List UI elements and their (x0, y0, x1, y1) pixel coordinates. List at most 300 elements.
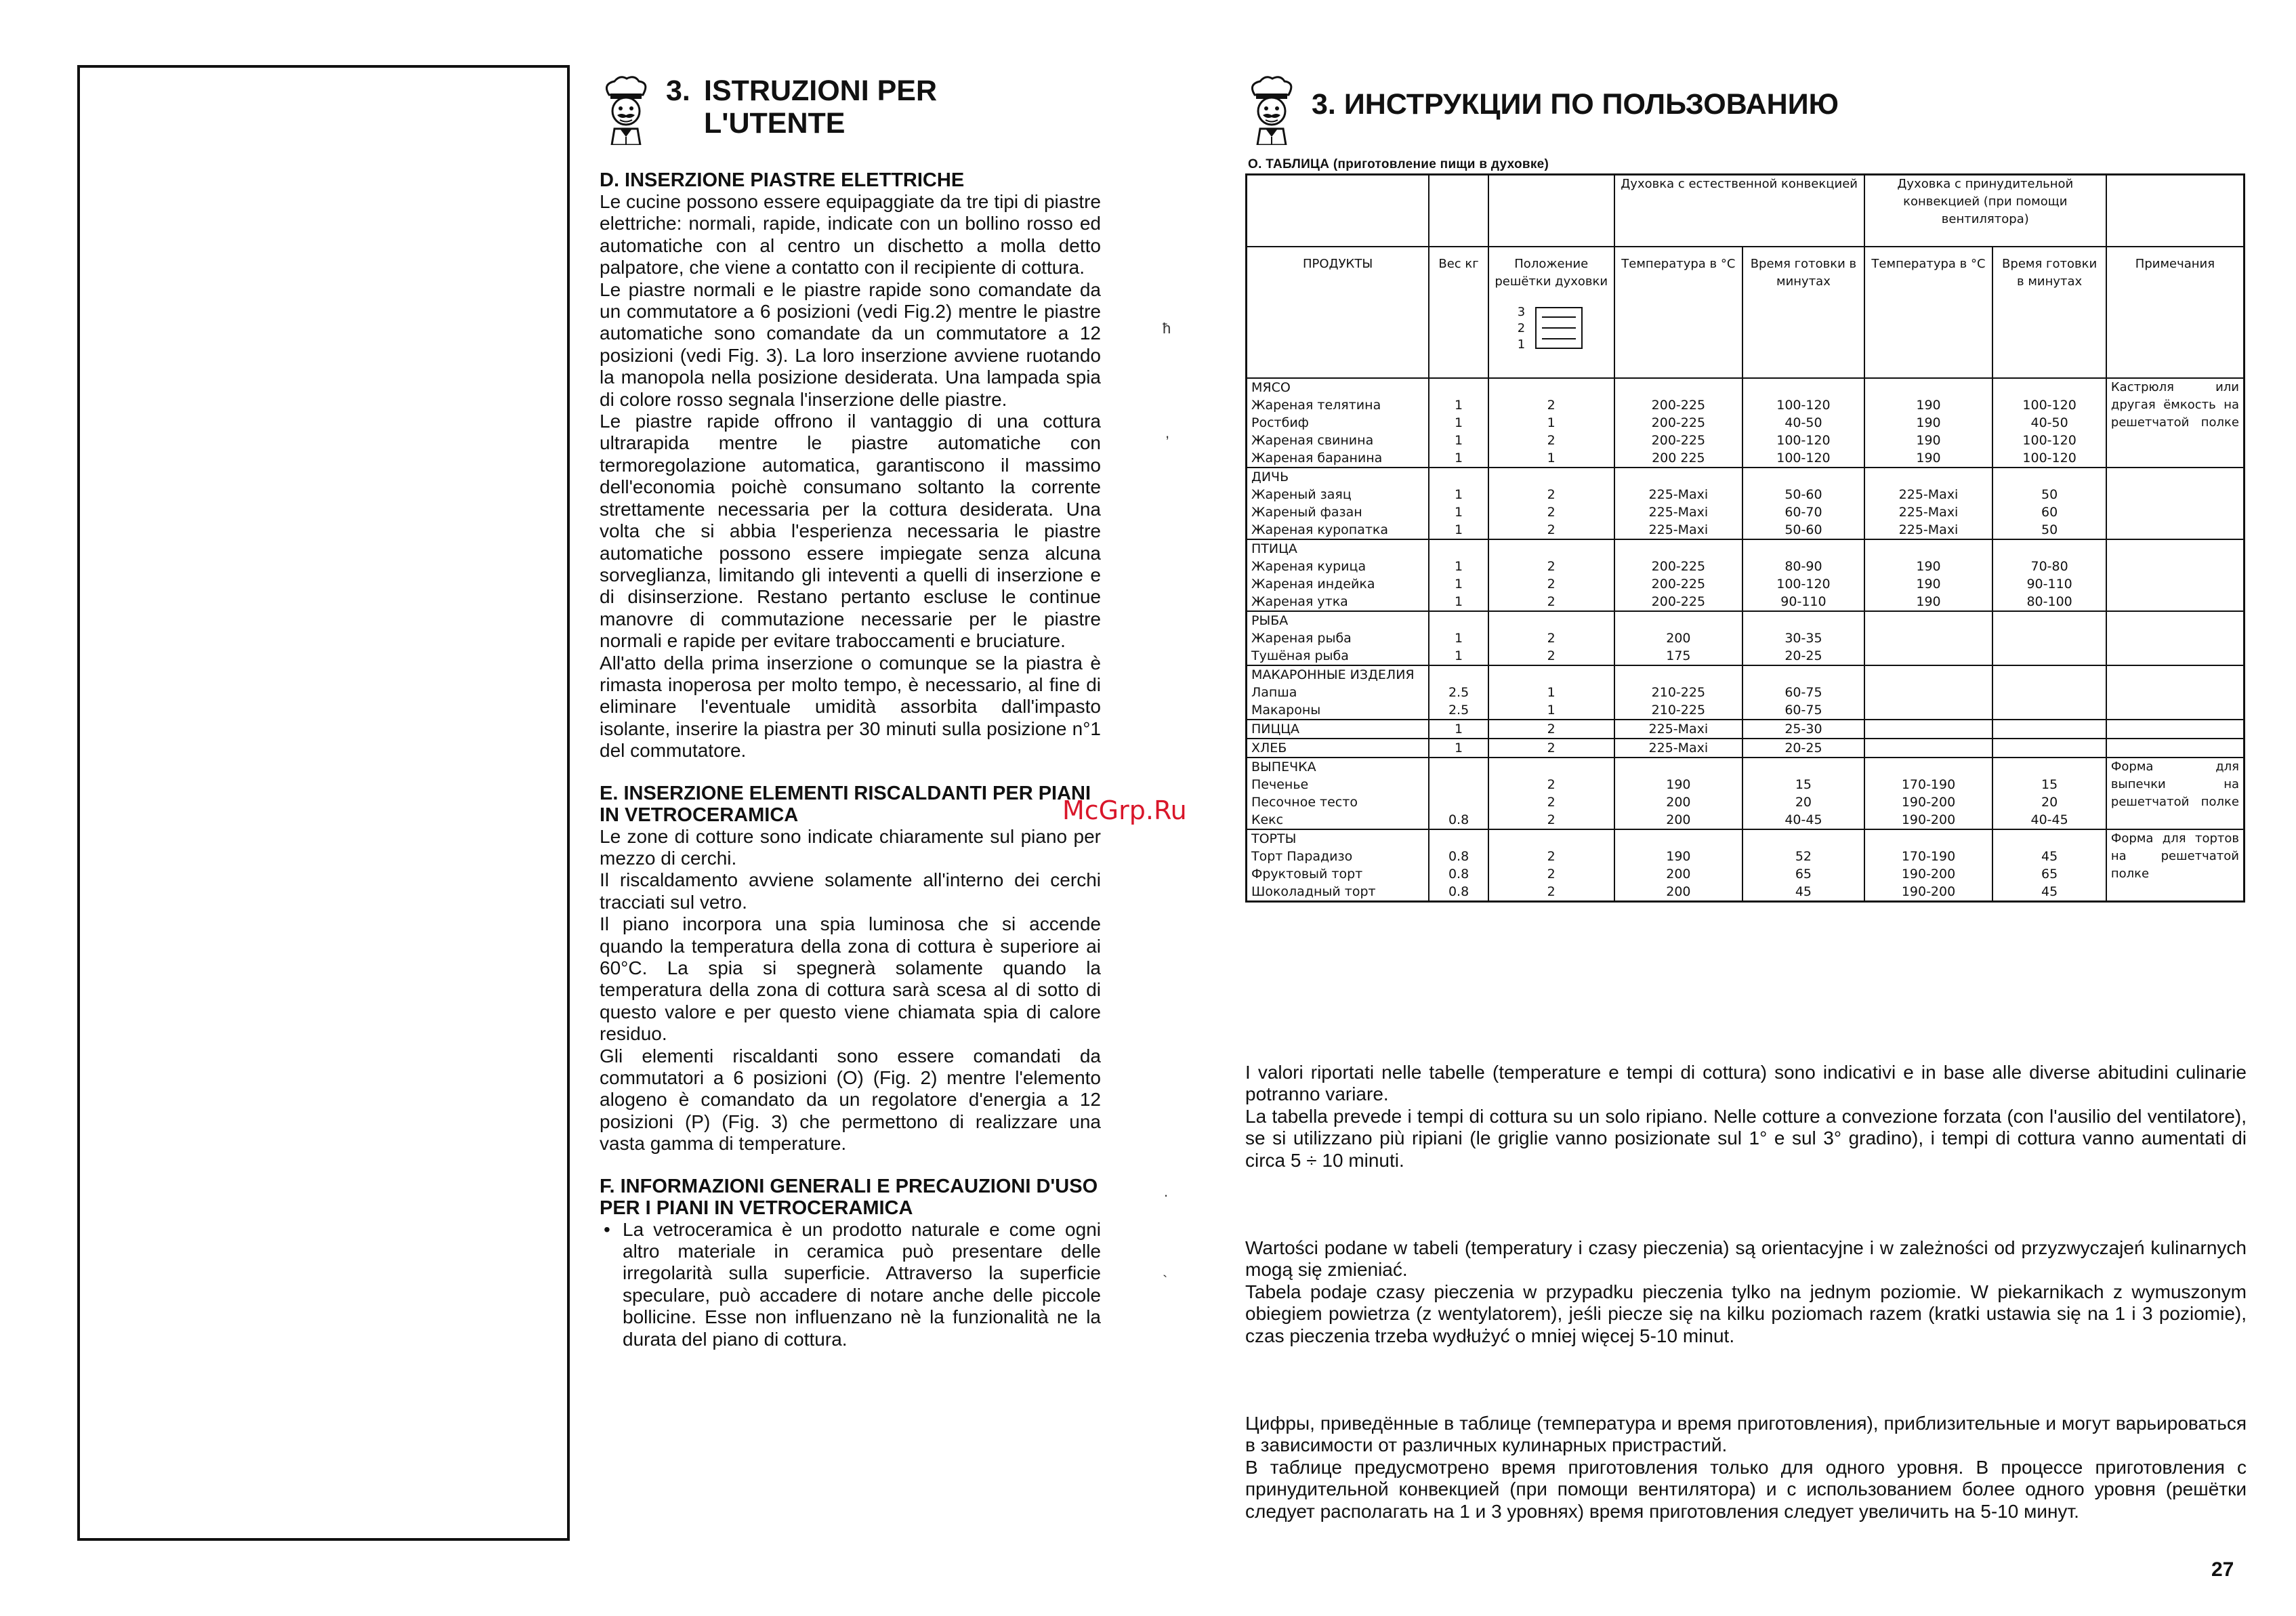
table-cell-time-forced: 40-45 (1992, 811, 2106, 829)
paragraph: Le piastre rapide offrono il vantaggio di una cottura ultrarapida mentre le piastre automatiche con termoregolazione automatica, garantiscono il massimo dell'economia poichè consumano soltanto la corrente strettamente necessaria per la cottura desiderata. Una volta che si abbia l'esperienza necessaria le piastre automatiche possono essere impiegate senza alcuna sorveglianza, limitando gli inteventi a quelli di inserzione e di disinserzione. Restano pertanto escluse le continue manovre di commutazione necessarie per le piastre normali e rapide per evitare traboccamenti e bruciature. (600, 411, 1101, 652)
table-cell-weight: 2.5 (1429, 684, 1488, 701)
table-cell-shelf: 2 (1488, 558, 1614, 575)
section-e-title: E. INSERZIONE ELEMENTI RISCALDANTI PER PIANI IN VETROCERAMICA (600, 782, 1091, 826)
table-cell-empty (1864, 611, 1993, 629)
table-row (1247, 521, 2245, 539)
table-cell-product: Жареная утка (1247, 593, 1429, 611)
table-cell-temp-nat: 190 (1614, 848, 1743, 865)
table-cell-empty (1992, 829, 2106, 848)
table-cell-empty (1992, 665, 2106, 684)
table-cell-product: Жареная рыба (1247, 629, 1429, 647)
table-cell-temp-nat: 200 (1614, 629, 1743, 647)
table-cell-temp-nat: 175 (1614, 647, 1743, 665)
table-cell-shelf: 2 (1488, 486, 1614, 503)
table-cell-temp-nat: 200-225 (1614, 558, 1743, 575)
table-row (1247, 558, 2245, 575)
table-cell-temp-nat: 200 (1614, 883, 1743, 902)
table-cell-weight: 1 (1429, 521, 1488, 539)
table-cell-time-nat: 15 (1742, 776, 1864, 793)
table-cell-note (2106, 468, 2245, 539)
table-cell-product: Песочное тесто (1247, 793, 1429, 811)
table-cell-empty (1488, 539, 1614, 558)
page-number: 27 (2211, 1558, 2234, 1581)
table-cell-shelf: 2 (1488, 720, 1614, 739)
table-cell-time-forced (1992, 701, 2106, 720)
col-header-weight: Вес кг (1429, 247, 1488, 378)
table-group (1247, 829, 2245, 902)
table-cell-temp-forced: 190 (1864, 432, 1993, 449)
table-cell-temp-forced: 190 (1864, 396, 1993, 414)
table-cell-weight: 1 (1429, 414, 1488, 432)
col-header-time-natural: Время готовки в минутах (1742, 247, 1864, 378)
table-group (1247, 611, 2245, 665)
table-cell-empty (1429, 665, 1488, 684)
table-cell-time-nat: 100-120 (1742, 575, 1864, 593)
table-row (1247, 486, 2245, 503)
table-cell-weight: 1 (1429, 593, 1488, 611)
table-cell-product: Торт Парадизо (1247, 848, 1429, 865)
table-cell-shelf: 2 (1488, 647, 1614, 665)
table-group-title: МАКАРОННЫЕ ИЗДЕЛИЯ (1247, 665, 1429, 684)
header-natural-convection: Духовка с естественной конвекцией (1614, 175, 1864, 247)
oven-shelf-icon: 3 2 1 (1518, 304, 1585, 353)
table-group (1247, 720, 2245, 739)
table-cell-time-nat: 45 (1742, 883, 1864, 902)
table-cell-time-nat: 50-60 (1742, 486, 1864, 503)
paragraph: All'atto della prima inserzione o comunque se la piastra è rimasta inoperosa per molto tempo, è necessario, al fine di eliminare l'eventuale umidità assorbita dall'impasto isolante, inserire la piastra per 30 minuti sulla posizione n°1 del commutatore. (600, 652, 1101, 762)
table-row (1247, 449, 2245, 468)
col-header-products: ПРОДУКТЫ (1247, 247, 1429, 378)
table-caption: O. ТАБЛИЦА (приготовление пищи в духовке) (1248, 157, 1549, 171)
col-header-time-forced: Время готовки в минутах (1992, 247, 2106, 378)
table-group (1247, 665, 2245, 720)
table-cell-empty (1488, 829, 1614, 848)
table-cell-shelf: 2 (1488, 848, 1614, 865)
table-cell-product: Тушёная рыба (1247, 647, 1429, 665)
table-cell-temp-forced: 190-200 (1864, 865, 1993, 883)
table-cell-weight: 0.8 (1429, 865, 1488, 883)
table-cell-empty (1614, 539, 1743, 558)
table-cell-empty (1864, 468, 1993, 486)
table-cell-weight: 1 (1429, 449, 1488, 468)
table-group-title: ВЫПЕЧКА (1247, 758, 1429, 776)
table-cell-weight: 1 (1429, 432, 1488, 449)
table-cell-time-nat: 50-60 (1742, 521, 1864, 539)
table-cell-weight: 1 (1429, 575, 1488, 593)
table-row (1247, 793, 2245, 811)
table-cell-weight: 1 (1429, 396, 1488, 414)
paragraph: Le piastre normali e le piastre rapide sono comandate da un commutatore a 6 posizioni (vedi Fig.2) mentre le piastre automatiche sono comandate da un commutatore a 12 posizioni (vedi Fig. 3). La loro inserzione avviene ruotando la manopola nella posizione desiderata. Una lampada spia di colore rosso segnala l'inserzione delle piastre. (600, 278, 1101, 410)
table-cell-temp-forced: 190 (1864, 575, 1993, 593)
notes-polish (1245, 1237, 2247, 1347)
table-cell-temp-forced: 225-Maxi (1864, 503, 1993, 521)
table-cell-weight (1429, 776, 1488, 793)
table-cell-time-nat: 40-50 (1742, 414, 1864, 432)
table-cell-time-forced: 80-100 (1992, 593, 2106, 611)
table-cell-shelf: 2 (1488, 865, 1614, 883)
table-cell-product: Жареная свинина (1247, 432, 1429, 449)
table-cell-temp-forced (1864, 720, 1993, 739)
table-cell-time-nat: 20-25 (1742, 739, 1864, 758)
table-cell-shelf: 1 (1488, 684, 1614, 701)
table-cell-shelf: 2 (1488, 739, 1614, 758)
table-cell-temp-nat: 200-225 (1614, 396, 1743, 414)
table-cell-product: Жареная индейка (1247, 575, 1429, 593)
paragraph: Le cucine possono essere equipaggiate da tre tipi di piastre elettriche: normali, rapide, indicate con un bollino rosso ed automatiche con al centro un dischetto a molla detto palpatore, che viene a contatto con il recipiente di cottura. (600, 191, 1101, 278)
table-cell-weight: 1 (1429, 720, 1488, 739)
chef-icon (600, 75, 651, 145)
table-cell-temp-forced: 190-200 (1864, 793, 1993, 811)
table-cell-temp-nat: 200-225 (1614, 593, 1743, 611)
table-cell-product: Шоколадный торт (1247, 883, 1429, 902)
table-cell-temp-nat: 200-225 (1614, 432, 1743, 449)
header-blank (1429, 175, 1488, 247)
table-group-header-row (1247, 829, 2245, 848)
table-cell-empty (1488, 611, 1614, 629)
table-cell-temp-forced: 190 (1864, 558, 1993, 575)
table-cell-product: Макароны (1247, 701, 1429, 720)
header-forced-convection: Духовка с принудительной конвекцией (при помощи вентилятора) (1864, 175, 2106, 247)
table-cell-time-forced: 45 (1992, 883, 2106, 902)
paragraph: Le zone di cotture sono indicate chiaramente sul piano per mezzo di cerchi. (600, 825, 1101, 869)
table-cell-temp-forced: 190-200 (1864, 811, 1993, 829)
table-cell-temp-forced (1864, 739, 1993, 758)
table-cell-empty (1742, 468, 1864, 486)
table-cell-note: Кастрюля или другая ёмкость на решетчатой полке (2106, 378, 2245, 468)
table-cell-time-nat: 25-30 (1742, 720, 1864, 739)
table-cell-time-nat: 100-120 (1742, 432, 1864, 449)
table-cell-note (2106, 539, 2245, 611)
empty-frame (77, 65, 570, 1541)
table-cell-time-forced: 90-110 (1992, 575, 2106, 593)
table-cell-shelf: 1 (1488, 414, 1614, 432)
table-cell-empty (1992, 611, 2106, 629)
table-cell-time-nat: 100-120 (1742, 449, 1864, 468)
paragraph: I valori riportati nelle tabelle (temperature e tempi di cottura) sono indicativi e in base alle diverse abitudini culinarie potranno variare. (1245, 1062, 2247, 1105)
table-row (1247, 811, 2245, 829)
table-group-title: РЫБА (1247, 611, 1429, 629)
table-cell-time-nat: 90-110 (1742, 593, 1864, 611)
russian-page-title: 3. ИНСТРУКЦИИ ПО ПОЛЬЗОВАНИЮ (1312, 88, 1839, 121)
section-d-body (600, 191, 1101, 762)
table-group-header-row (1247, 665, 2245, 684)
paragraph: La tabella prevede i tempi di cottura su un solo ripiano. Nelle cotture a convezione forzata (con l'ausilio del ventilatore), se si utilizzano più ripiani (le griglie vanno posizionate sul 1° e sul 3° gradino), i tempi di cottura vanno aumentati di circa 5 ÷ 10 minuti. (1245, 1105, 2247, 1171)
paragraph: Gli elementi riscaldanti sono essere comandati da commutatori a 6 posizioni (O) (Fig. 2) mentre l'elemento alogeno è comandato da un regolatore d'energia a 12 posizioni (P) (Fig. 3) che permettono di realizzare una vasta gamma di temperature. (600, 1045, 1101, 1155)
table-cell-temp-forced: 225-Maxi (1864, 521, 1993, 539)
table-cell-time-nat: 100-120 (1742, 396, 1864, 414)
table-group-title: ТОРТЫ (1247, 829, 1429, 848)
table-cell-weight: 0.8 (1429, 811, 1488, 829)
table-cell-time-nat: 60-75 (1742, 684, 1864, 701)
table-cell-time-forced: 45 (1992, 848, 2106, 865)
table-cell-time-forced: 20 (1992, 793, 2106, 811)
table-row (1247, 776, 2245, 793)
table-group-title: ПТИЦА (1247, 539, 1429, 558)
table-cell-shelf: 2 (1488, 432, 1614, 449)
table-cell-temp-forced (1864, 684, 1993, 701)
table-cell-temp-nat: 225-Maxi (1614, 521, 1743, 539)
table-cell-empty (1429, 758, 1488, 776)
table-cell-weight: 1 (1429, 486, 1488, 503)
table-cell-empty (1742, 829, 1864, 848)
table-cell-time-forced (1992, 739, 2106, 758)
table-cell-time-forced (1992, 720, 2106, 739)
table-cell-product: ПИЦЦА (1247, 720, 1429, 739)
table-cell-temp-nat: 225-Maxi (1614, 720, 1743, 739)
table-cell-empty (1742, 665, 1864, 684)
table-cell-time-forced: 15 (1992, 776, 2106, 793)
table-group-header-row (1247, 758, 2245, 776)
table-cell-temp-nat: 200-225 (1614, 414, 1743, 432)
table-group (1247, 539, 2245, 611)
table-row (1247, 432, 2245, 449)
scan-mark: ` (1163, 1272, 1168, 1289)
table-cell-shelf: 2 (1488, 883, 1614, 902)
table-cell-empty (1488, 378, 1614, 396)
paragraph: Wartości podane w tabeli (temperatury i czasy pieczenia) są orientacyjne i w zależności od przyzwyczajeń kulinarnych mogą się zmieniać. (1245, 1237, 2247, 1281)
table-cell-weight: 2.5 (1429, 701, 1488, 720)
table-cell-time-nat: 30-35 (1742, 629, 1864, 647)
header-blank (1488, 175, 1614, 247)
scan-mark: , (1165, 424, 1170, 441)
table-row (1247, 865, 2245, 883)
table-cell-time-forced: 100-120 (1992, 449, 2106, 468)
paragraph: Tabela podaje czasy pieczenia w przypadku pieczenia tylko na jednym poziomie. W piekarnikach z wymuszonym obiegiem powietrza (z wentylatorem), jeśli piecze się na kilku poziomach razem (kratki ustawia się na 1 i 3 poziomie), czas pieczenia trzeba wydłużyć o mniej więcej 5-10 minut. (1245, 1281, 2247, 1346)
table-row (1247, 701, 2245, 720)
table-cell-time-forced (1992, 647, 2106, 665)
table-group-header-row (1247, 378, 2245, 396)
table-cell-time-forced: 40-50 (1992, 414, 2106, 432)
table-cell-weight: 1 (1429, 558, 1488, 575)
table-cell-weight: 1 (1429, 629, 1488, 647)
table-row (1247, 720, 2245, 739)
table-cell-product: Лапша (1247, 684, 1429, 701)
table-cell-empty (1614, 378, 1743, 396)
col-header-shelf: Положение решётки духовки 3 2 1 (1488, 247, 1614, 378)
table-cell-time-forced (1992, 629, 2106, 647)
italian-page-title: 3. ISTRUZIONI PER L'UTENTE (666, 75, 938, 140)
russian-header (1245, 75, 2255, 145)
italian-column (600, 75, 1101, 1350)
col-header-temp-natural: Температура в °C (1614, 247, 1743, 378)
table-cell-empty (1864, 378, 1993, 396)
table-cell-empty (1992, 758, 2106, 776)
table-cell-empty (1992, 378, 2106, 396)
table-cell-product: Кекс (1247, 811, 1429, 829)
table-row (1247, 396, 2245, 414)
table-row (1247, 593, 2245, 611)
paragraph: Il riscaldamento avviene solamente all'interno dei cerchi tracciati sul vetro. (600, 869, 1101, 913)
table-cell-empty (1864, 829, 1993, 848)
italian-header (600, 75, 1101, 145)
table-cell-product: Жареный заяц (1247, 486, 1429, 503)
table-cell-empty (1742, 378, 1864, 396)
table-cell-temp-nat: 210-225 (1614, 684, 1743, 701)
table-cell-weight: 1 (1429, 503, 1488, 521)
table-group-title: МЯСО (1247, 378, 1429, 396)
table-cell-time-forced (1992, 684, 2106, 701)
table-cell-empty (1429, 468, 1488, 486)
table-cell-empty (1864, 539, 1993, 558)
table-group (1247, 378, 2245, 468)
table-cell-empty (1614, 611, 1743, 629)
table-cell-temp-forced: 170-190 (1864, 776, 1993, 793)
table-group (1247, 758, 2245, 829)
table-cell-empty (1429, 539, 1488, 558)
table-cell-product: ХЛЕБ (1247, 739, 1429, 758)
table-cell-shelf: 2 (1488, 503, 1614, 521)
table-row (1247, 647, 2245, 665)
paragraph: Il piano incorpora una spia luminosa che si accende quando la temperatura della zona di cottura è superiore ai 60°C. La spia si spegnerà solamente quando la temperatura della zona di cottura sarà scesa al di sotto di questo valore e per questo viene chiamata spia di calore residuo. (600, 913, 1101, 1045)
russian-column (1245, 75, 2255, 145)
table-cell-empty (1429, 378, 1488, 396)
table-row (1247, 739, 2245, 758)
table-cell-empty (1614, 665, 1743, 684)
table-cell-temp-nat: 225-Maxi (1614, 486, 1743, 503)
cooking-table (1245, 173, 2245, 903)
table-cell-note (2106, 611, 2245, 665)
table-cell-temp-forced: 190 (1864, 414, 1993, 432)
table-cell-shelf: 2 (1488, 396, 1614, 414)
table-cell-empty (1992, 539, 2106, 558)
table-cell-temp-forced (1864, 629, 1993, 647)
table-cell-temp-nat: 200 (1614, 793, 1743, 811)
table-group (1247, 739, 2245, 758)
table-cell-note: Форма для выпечки на решетчатой полке (2106, 758, 2245, 829)
table-row (1247, 883, 2245, 902)
table-cell-note (2106, 739, 2245, 758)
table-cell-shelf: 1 (1488, 449, 1614, 468)
scan-mark: . (1164, 1183, 1169, 1200)
table-cell-empty (1742, 539, 1864, 558)
table-cell-weight: 0.8 (1429, 848, 1488, 865)
table-cell-empty (1488, 468, 1614, 486)
list-item: • La vetroceramica è un prodotto naturale e come ogni altro materiale in ceramica può presentare delle irregolarità sulla superficie. Attraverso la superficie speculare, può accadere di notare anche delle piccole bollicine. Esse non influenzano nè la funzionalità ne la durata del piano di cottura. (600, 1219, 1101, 1350)
table-cell-time-nat: 52 (1742, 848, 1864, 865)
table-cell-empty (1488, 758, 1614, 776)
table-cell-temp-nat: 200 (1614, 811, 1743, 829)
table-cell-product: Жареная телятина (1247, 396, 1429, 414)
table-cell-time-forced: 65 (1992, 865, 2106, 883)
table-cell-product: Ростбиф (1247, 414, 1429, 432)
header-blank (1247, 175, 1429, 247)
table-row (1247, 575, 2245, 593)
table-cell-shelf: 2 (1488, 811, 1614, 829)
paragraph: Цифры, приведённые в таблице (температура и время приготовления), приблизительные и могут варьироваться в зависимости от различных кулинарных пристрастий. (1245, 1413, 2247, 1456)
table-row (1247, 684, 2245, 701)
table-group-header-row (1247, 468, 2245, 486)
table-group-header-row (1247, 539, 2245, 558)
table-cell-product: Печенье (1247, 776, 1429, 793)
table-cell-temp-nat: 200 (1614, 865, 1743, 883)
table-cell-temp-forced: 190-200 (1864, 883, 1993, 902)
table-cell-empty (1614, 829, 1743, 848)
table-cell-empty (1429, 829, 1488, 848)
table-cell-temp-forced: 190 (1864, 449, 1993, 468)
table-cell-temp-nat: 200 225 (1614, 449, 1743, 468)
table-cell-temp-nat: 225-Maxi (1614, 503, 1743, 521)
paragraph: В таблице предусмотрено время приготовления только для одного уровня. В процессе приготовления с принудительной конвекцией (при помощи вентилятора) и с использованием более одного уровня (решётки следует располагать на 1 и 3 уровнях) время приготовления следует увеличить на 5-10 минут. (1245, 1456, 2247, 1522)
section-d-title: D. INSERZIONE PIASTRE ELETTRICHE (600, 169, 965, 191)
table-cell-temp-forced: 170-190 (1864, 848, 1993, 865)
table-cell-temp-nat: 200-225 (1614, 575, 1743, 593)
table-cell-weight: 1 (1429, 647, 1488, 665)
table-cell-empty (1864, 665, 1993, 684)
table-cell-weight: 0.8 (1429, 883, 1488, 902)
table-cell-empty (1742, 758, 1864, 776)
table-cell-empty (1614, 468, 1743, 486)
table-cell-temp-nat: 225-Maxi (1614, 739, 1743, 758)
table-cell-note (2106, 665, 2245, 720)
table-cell-time-forced: 50 (1992, 521, 2106, 539)
table-cell-temp-forced: 225-Maxi (1864, 486, 1993, 503)
table-cell-empty (1488, 665, 1614, 684)
table-group-header-row (1247, 611, 2245, 629)
table-cell-note: Форма для тортов на решетчатой полке (2106, 829, 2245, 902)
table-cell-shelf: 2 (1488, 629, 1614, 647)
table-cell-temp-forced (1864, 647, 1993, 665)
table-row (1247, 503, 2245, 521)
table-cell-product: Фруктовый торт (1247, 865, 1429, 883)
table-cell-time-nat: 80-90 (1742, 558, 1864, 575)
table-cell-shelf: 2 (1488, 521, 1614, 539)
section-f-list (600, 1219, 1101, 1350)
watermark: McGrp.Ru (1062, 795, 1187, 825)
table-row (1247, 629, 2245, 647)
table-cell-time-forced: 70-80 (1992, 558, 2106, 575)
header-blank (2106, 175, 2245, 247)
table-cell-product: Жареный фазан (1247, 503, 1429, 521)
table-group-title: ДИЧЬ (1247, 468, 1429, 486)
table-cell-shelf: 2 (1488, 593, 1614, 611)
table-row (1247, 414, 2245, 432)
table-cell-temp-nat: 210-225 (1614, 701, 1743, 720)
table-cell-shelf: 2 (1488, 776, 1614, 793)
table-cell-shelf: 2 (1488, 575, 1614, 593)
table-cell-empty (1742, 611, 1864, 629)
table-cell-time-forced: 60 (1992, 503, 2106, 521)
table-cell-time-nat: 20 (1742, 793, 1864, 811)
table-cell-empty (1864, 758, 1993, 776)
table-cell-time-nat: 60-70 (1742, 503, 1864, 521)
table-cell-weight: 1 (1429, 739, 1488, 758)
table-cell-time-nat: 60-75 (1742, 701, 1864, 720)
table-group (1247, 468, 2245, 539)
table-cell-time-forced: 50 (1992, 486, 2106, 503)
table-cell-time-nat: 40-45 (1742, 811, 1864, 829)
table-row (1247, 848, 2245, 865)
table-cell-product: Жареная баранина (1247, 449, 1429, 468)
table-cell-temp-nat: 190 (1614, 776, 1743, 793)
table-cell-time-nat: 20-25 (1742, 647, 1864, 665)
table-cell-note (2106, 720, 2245, 739)
table-cell-shelf: 2 (1488, 793, 1614, 811)
section-f-title: F. INFORMAZIONI GENERALI E PRECAUZIONI D'USO PER I PIANI IN VETROCERAMICA (600, 1175, 1098, 1219)
col-header-temp-forced: Температура в °C (1864, 247, 1993, 378)
table-cell-empty (1614, 758, 1743, 776)
table-cell-temp-forced: 190 (1864, 593, 1993, 611)
table-cell-time-nat: 65 (1742, 865, 1864, 883)
scan-mark: ħ (1163, 320, 1171, 337)
notes-russian (1245, 1413, 2247, 1522)
table-cell-shelf: 1 (1488, 701, 1614, 720)
table-cell-product: Жареная куропатка (1247, 521, 1429, 539)
table-cell-empty (1429, 611, 1488, 629)
notes-italian (1245, 1062, 2247, 1172)
table-cell-weight (1429, 793, 1488, 811)
section-e-body (600, 826, 1101, 1155)
chef-icon (1245, 75, 1297, 145)
